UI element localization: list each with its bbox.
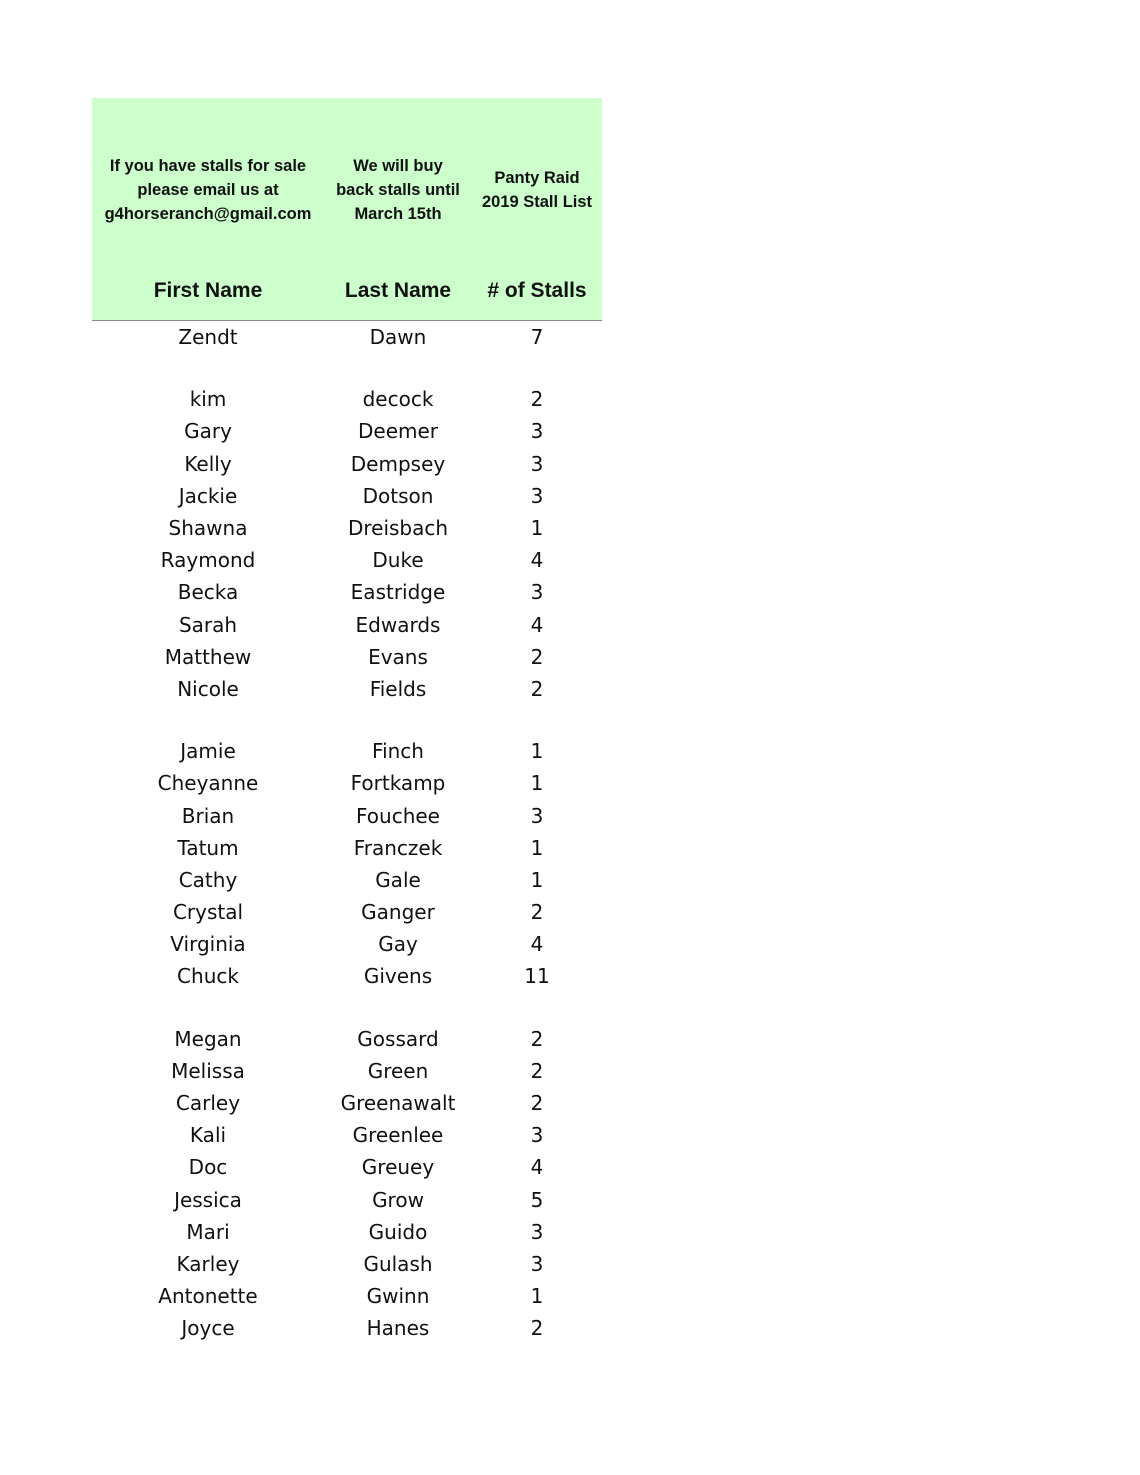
stalls-cell: 3 bbox=[530, 451, 544, 476]
stalls-cell: 3 bbox=[530, 803, 544, 828]
first-name-cell: Kelly bbox=[184, 451, 232, 476]
stalls-cell: 3 bbox=[530, 1251, 544, 1276]
column-header-last-name: Last Name bbox=[344, 279, 452, 302]
last-name-cell: Fortkamp bbox=[350, 771, 446, 796]
stalls-cell: 3 bbox=[530, 580, 544, 605]
table-row bbox=[92, 544, 602, 576]
stalls-cell: 3 bbox=[530, 1219, 544, 1244]
stalls-cell: 7 bbox=[530, 325, 544, 350]
buyback-note: We will buy back stalls until March 15th bbox=[336, 157, 460, 223]
table-row bbox=[92, 673, 602, 705]
stall-list-sheet bbox=[92, 98, 602, 1344]
stalls-cell: 3 bbox=[530, 1123, 544, 1148]
list-title: Panty Raid 2019 Stall List bbox=[481, 169, 593, 211]
first-name-cell: Megan bbox=[174, 1026, 242, 1051]
first-name-cell: Matthew bbox=[164, 644, 252, 669]
last-name-cell: Greenawalt bbox=[340, 1091, 456, 1116]
last-name-cell: Franczek bbox=[353, 835, 443, 860]
stalls-cell: 2 bbox=[530, 1091, 544, 1116]
last-name-cell: Ganger bbox=[361, 900, 435, 925]
stalls-cell: 1 bbox=[530, 516, 544, 541]
first-name-cell: Jamie bbox=[180, 739, 236, 764]
last-name-cell: Edwards bbox=[355, 612, 441, 637]
stalls-cell: 4 bbox=[530, 548, 544, 573]
stalls-cell: 1 bbox=[530, 771, 544, 796]
last-name-cell: Fouchee bbox=[356, 803, 440, 828]
last-name-cell: Gay bbox=[378, 932, 418, 957]
table-row bbox=[92, 609, 602, 641]
last-name-cell: Hanes bbox=[366, 1316, 430, 1341]
stalls-cell: 2 bbox=[530, 1026, 544, 1051]
first-name-cell: kim bbox=[189, 387, 227, 412]
last-name-cell: Dempsey bbox=[350, 451, 446, 476]
first-name-cell: Chuck bbox=[177, 964, 239, 989]
stalls-cell: 2 bbox=[530, 387, 544, 412]
table-row bbox=[92, 735, 602, 767]
last-name-cell: Finch bbox=[372, 739, 424, 764]
table-row bbox=[92, 321, 602, 353]
table-row bbox=[92, 1023, 602, 1055]
last-name-cell: Evans bbox=[368, 644, 428, 669]
stalls-cell: 3 bbox=[530, 483, 544, 508]
stalls-cell: 4 bbox=[530, 932, 544, 957]
last-name-cell: Givens bbox=[363, 964, 433, 989]
table-header bbox=[92, 98, 602, 321]
table-row bbox=[92, 1216, 602, 1248]
first-name-cell: Raymond bbox=[160, 548, 256, 573]
last-name-cell: Gwinn bbox=[366, 1284, 430, 1309]
first-name-cell: Antonette bbox=[158, 1284, 258, 1309]
first-name-cell: Cheyanne bbox=[157, 771, 259, 796]
last-name-cell: Gale bbox=[375, 867, 421, 892]
last-name-cell: Guido bbox=[368, 1219, 428, 1244]
table-row bbox=[92, 415, 602, 447]
table-row bbox=[92, 1280, 602, 1312]
last-name-cell: Grow bbox=[372, 1187, 424, 1212]
first-name-cell: Brian bbox=[181, 803, 235, 828]
first-name-cell: Nicole bbox=[177, 676, 239, 701]
table-body bbox=[92, 321, 602, 1344]
first-name-cell: Crystal bbox=[172, 900, 244, 925]
last-name-cell: Gulash bbox=[363, 1251, 433, 1276]
stalls-cell: 4 bbox=[530, 612, 544, 637]
last-name-cell: Greuey bbox=[361, 1155, 435, 1180]
last-name-cell: Greenlee bbox=[352, 1123, 444, 1148]
last-name-cell: Dotson bbox=[362, 483, 434, 508]
table-row bbox=[92, 480, 602, 512]
stalls-cell: 1 bbox=[530, 1284, 544, 1309]
table-row bbox=[92, 1055, 602, 1087]
stalls-cell: 5 bbox=[530, 1187, 544, 1212]
first-name-cell: Kali bbox=[189, 1123, 227, 1148]
table-row bbox=[92, 512, 602, 544]
stalls-cell: 1 bbox=[530, 835, 544, 860]
stalls-cell: 11 bbox=[524, 964, 550, 989]
table-row bbox=[92, 1087, 602, 1119]
last-name-cell: Deemer bbox=[357, 419, 439, 444]
stalls-cell: 2 bbox=[530, 900, 544, 925]
first-name-cell: Gary bbox=[184, 419, 232, 444]
first-name-cell: Cathy bbox=[178, 867, 238, 892]
last-name-cell: decock bbox=[362, 387, 434, 412]
first-name-cell: Jessica bbox=[174, 1187, 242, 1212]
table-row bbox=[92, 576, 602, 608]
first-name-cell: Virginia bbox=[170, 932, 246, 957]
first-name-cell: Melissa bbox=[171, 1058, 245, 1083]
table-row bbox=[92, 767, 602, 799]
table-row bbox=[92, 1119, 602, 1151]
first-name-cell: Tatum bbox=[177, 835, 239, 860]
stalls-cell: 1 bbox=[530, 739, 544, 764]
last-name-cell: Dawn bbox=[369, 325, 427, 350]
sale-note: If you have stalls for sale please email us at g4horseranch@gmail.com bbox=[104, 157, 312, 223]
first-name-cell: Karley bbox=[176, 1251, 240, 1276]
last-name-cell: Dreisbach bbox=[347, 516, 449, 541]
stalls-cell: 2 bbox=[530, 644, 544, 669]
stalls-cell: 3 bbox=[530, 419, 544, 444]
first-name-cell: Becka bbox=[177, 580, 239, 605]
last-name-cell: Fields bbox=[369, 676, 427, 701]
stalls-cell: 4 bbox=[530, 1155, 544, 1180]
last-name-cell: Eastridge bbox=[350, 580, 446, 605]
table-row bbox=[92, 1151, 602, 1183]
last-name-cell: Gossard bbox=[357, 1026, 439, 1051]
table-row bbox=[92, 641, 602, 673]
last-name-cell: Duke bbox=[372, 548, 424, 573]
table-row bbox=[92, 960, 602, 992]
stalls-cell: 2 bbox=[530, 1316, 544, 1341]
table-row bbox=[92, 383, 602, 415]
first-name-cell: Carley bbox=[175, 1091, 241, 1116]
first-name-cell: Doc bbox=[188, 1155, 228, 1180]
first-name-cell: Joyce bbox=[181, 1316, 235, 1341]
first-name-cell: Jackie bbox=[178, 483, 238, 508]
table-row bbox=[92, 1184, 602, 1216]
table-row bbox=[92, 896, 602, 928]
stalls-cell: 1 bbox=[530, 867, 544, 892]
first-name-cell: Sarah bbox=[178, 612, 238, 637]
first-name-cell: Zendt bbox=[178, 325, 238, 350]
stalls-cell: 2 bbox=[530, 1058, 544, 1083]
column-header-first-name: First Name bbox=[153, 279, 263, 302]
table-row bbox=[92, 864, 602, 896]
first-name-cell: Shawna bbox=[168, 516, 248, 541]
column-header-stalls: # of Stalls bbox=[487, 279, 587, 302]
table-row bbox=[92, 1312, 602, 1344]
table-row bbox=[92, 832, 602, 864]
table-row bbox=[92, 928, 602, 960]
last-name-cell: Green bbox=[367, 1058, 429, 1083]
table-row bbox=[92, 799, 602, 831]
table-row bbox=[92, 448, 602, 480]
table-row bbox=[92, 1248, 602, 1280]
first-name-cell: Mari bbox=[186, 1219, 230, 1244]
stalls-cell: 2 bbox=[530, 676, 544, 701]
